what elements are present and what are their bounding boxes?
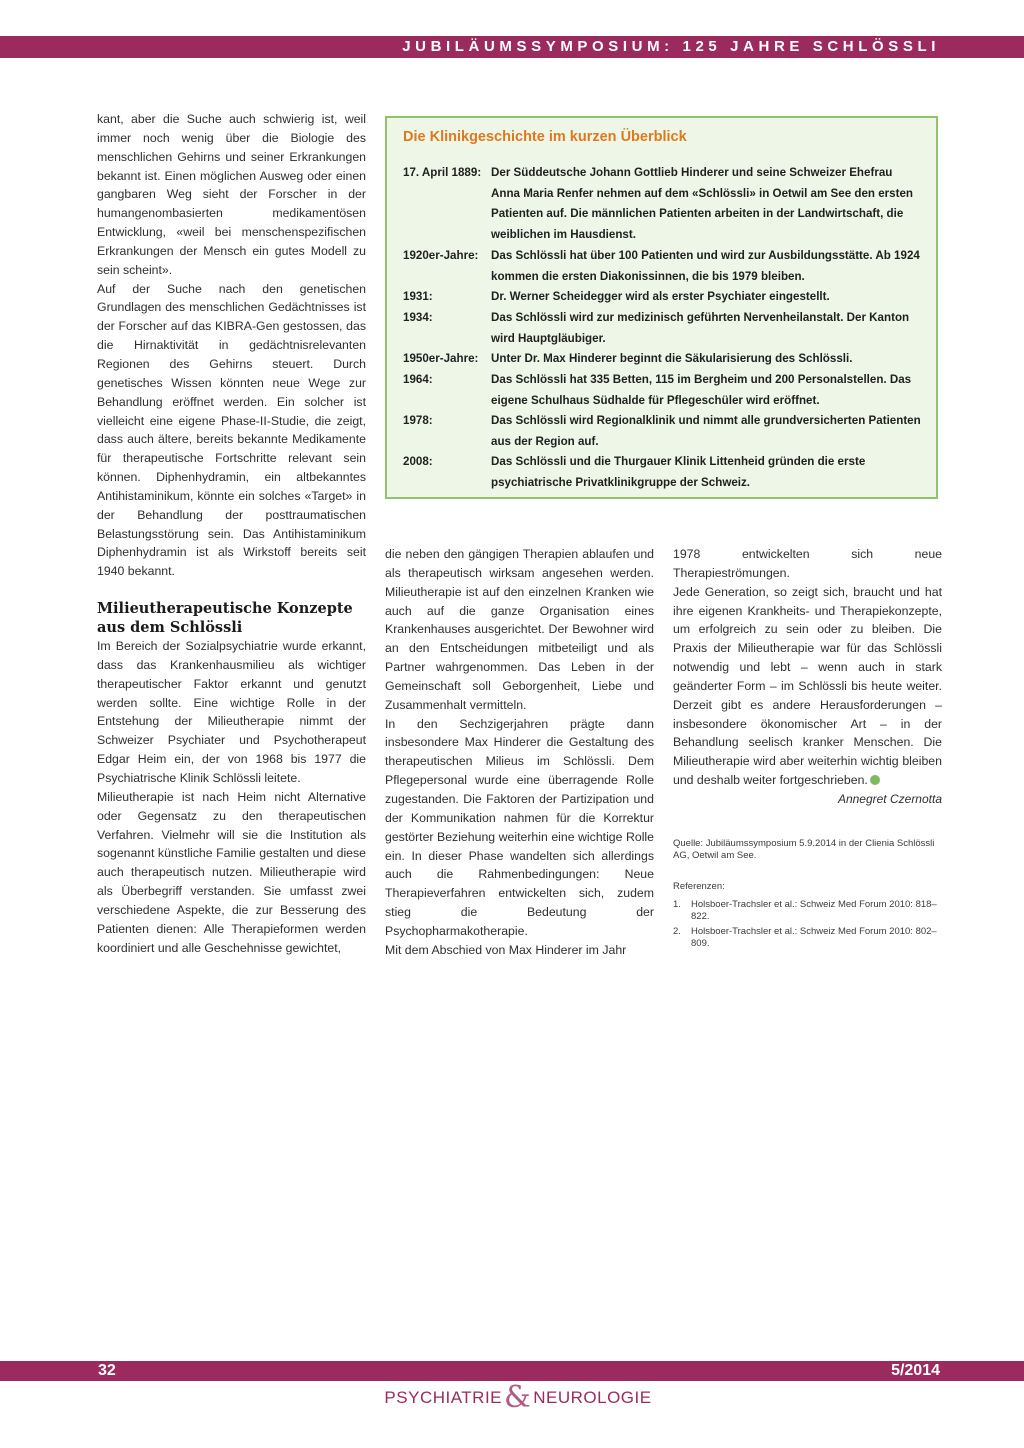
column-3 — [673, 545, 942, 809]
issue-number: 5/2014 — [891, 1362, 940, 1379]
timeline-date: 1950er-Jahre: — [403, 352, 479, 365]
timeline-entry — [403, 452, 923, 493]
reference-number: 1. — [673, 899, 681, 910]
paragraph: die neben den gängigen Therapien ablaufen und als therapeutisch wirksam angesehen werden. Milieutherapie ist auf den einzelnen Kranken wie auch auf die ganze Organisation eines Krankenhauses ausgerichtet. Der Bewohner wird an den Entscheidungen mitbeteiligt und als Partner wahrgenommen. Das Leben in der Gemeinschaft soll Geborgenheit, Liebe und Zusammenhalt vermitteln. — [385, 547, 654, 712]
paragraph: 1978 entwickelten sich neue Therapieströmungen. — [673, 547, 942, 580]
end-of-article-dot-icon — [870, 775, 880, 785]
paragraph: kant, aber die Suche auch schwierig ist, weil immer noch wenig über die Biologie des menschlichen Gehirns und seiner Erkrankungen bekannt ist. Einen möglichen Ausweg oder einen gangbaren Weg sieht der Forscher in der humangenombasierten medikamentösen Entwicklung, «weil bei menschenspezifischen Erkrankungen der Mensch ein gutes Modell zu sein scheint». — [97, 112, 366, 277]
journal-logo — [384, 1378, 652, 1418]
timeline-date: 17. April 1889: — [403, 166, 482, 179]
section-heading: Milieutherapeutische Konzepte aus dem Schlössli — [97, 600, 353, 637]
timeline-entry — [403, 411, 923, 452]
timeline-date: 1934: — [403, 311, 433, 324]
timeline-entry — [403, 246, 923, 287]
header-bar — [0, 36, 1024, 58]
paragraph: Mit dem Abschied von Max Hinderer im Jahr — [385, 942, 627, 957]
timeline-entry — [403, 308, 923, 349]
timeline-text: Das Schlössli wird Regionalklinik und nimmt alle grundversicherten Patienten aus der Region auf. — [491, 414, 921, 448]
timeline-entry — [403, 287, 923, 308]
timeline-text: Das Schlössli hat über 100 Patienten und wird zur Ausbildungsstätte. Ab 1924 kommen die ersten Diakonissinnen, die bis 1979 bleiben. — [491, 249, 920, 283]
journal-name-left: PSYCHIATRIE — [384, 1388, 503, 1407]
timeline-text: Der Süddeutsche Johann Gottlieb Hinderer und seine Schweizer Ehefrau Anna Maria Renfer nehmen auf dem «Schlössli» in Oetwil am See den ersten Patienten auf. Die männlichen Patienten arbeiten in der Landwirtschaft, die weiblichen im Hausdienst. — [491, 166, 914, 242]
reference-item — [673, 899, 942, 922]
ampersand-icon: & — [504, 1380, 532, 1415]
reference-item — [673, 926, 942, 949]
source-note: Quelle: Jubiläumssymposium 5.9.2014 in der Clienia Schlössli AG, Oetwil am See. — [673, 838, 935, 861]
paragraph-text: Jede Generation, so zeigt sich, braucht und hat ihre eigenen Krankheits- und Therapiekonzepte, um erfolgreich zu sein oder zu bleiben. Die Praxis der Milieutherapie war für das Schlössli notwendig und lebt – wenn auch in stark geänderter Form – im Schlössli bis heute weiter. Derzeit gibt es andere Herausforderungen – insbesondere ökonomischer Art – in der Behandlung seelisch kranker Menschen. Die Milieutherapie wird aber weiterhin wichtig bleiben und deshalb weiter fortgeschrieben. — [673, 584, 942, 788]
timeline-text: Das Schlössli hat 335 Betten, 115 im Bergheim und 200 Personalstellen. Das eigene Schulhaus Südhalde für Pflegeschüler wird eröffnet. — [491, 373, 912, 407]
timeline-text: Unter Dr. Max Hinderer beginnt die Säkularisierung des Schlössli. — [491, 352, 853, 365]
clinic-history-box — [385, 116, 938, 499]
paragraph: Milieutherapie ist nach Heim nicht Alternative oder Gegensatz zu den therapeutischen Verfahren. Vielmehr will sie die Institution als sogenannt künstliche Familie gestalten und diese auch therapeutisch nutzen. Milieutherapie wird als Überbegriff verstanden. Sie umfasst zwei verschiedene Aspekte, die zur Besserung des Patienten dienen: Alle Therapieformen werden koordiniert und alle Geschehnisse gewichtet, — [97, 789, 366, 955]
timeline-date: 2008: — [403, 455, 433, 468]
paragraph: In den Sechzigerjahren prägte dann insbesondere Max Hinderer die Gestaltung des therapeutischen Milieus im Schlössli. Dem Pflegepersonal wurde eine überragende Rolle zugestanden. Die Faktoren der Partizipation und der Kommunikation nahmen für die Korrektur gestörter Beziehung weiterhin eine wichtige Rolle ein. In dieser Phase wandelten sich allerdings auch die Rahmenbedingungen: Neue Therapieverfahren entwickelten sich, zudem stieg die Bedeutung der Psychopharmakotherapie. — [385, 716, 654, 938]
timeline-date: 1964: — [403, 373, 433, 386]
timeline-date: 1920er-Jahre: — [403, 249, 479, 262]
running-header-title: JUBILÄUMSSYMPOSIUM: 125 JAHRE SCHLÖSSLI — [402, 38, 940, 55]
paragraph: Auf der Suche nach den genetischen Grundlagen des menschlichen Gedächtnisses ist der Forscher auf das KIBRA-Gen gestossen, das die Hirnaktivität in gedächtnisrelevanten Regionen des Gehirns steuert. Durch genetisches Wissen könnten neue Wege zur Behandlung eröffnet werden. Ein solcher ist vielleicht eine eigene Phase-II-Studie, die zeigt, dass auch ältere, bereits bekannte Medikamente für therapeutische Fortschritte relevant sein können. Diphenhydramin, ein altbekanntes Antihistaminikum, könnte ein solches «Target» in der Behandlung der posttraumatischen Belastungsstörung sein. Das Antihistaminikum Diphenhydramin ist als Wirkstoff bereits seit 1940 bekannt. — [97, 281, 366, 579]
column-1 — [97, 110, 366, 957]
journal-name-right: NEUROLOGIE — [533, 1388, 652, 1407]
reference-text: Holsboer-Trachsler et al.: Schweiz Med Forum 2010: 818–822. — [691, 899, 937, 922]
paragraph: Im Bereich der Sozialpsychiatrie wurde erkannt, dass das Krankenhausmilieu als wichtiger therapeutischer Faktor erkannt und genutzt werden sollte. Eine wichtige Rolle in der Entstehung der Milieutherapie nimmt der Schweizer Psychiater und Psychotherapeut Edgar Heim ein, der von 1968 bis 1977 die Psychiatrische Klinik Schlössli leitete. — [97, 639, 366, 785]
reference-number: 2. — [673, 926, 681, 937]
timeline-date: 1978: — [403, 414, 433, 427]
timeline-text: Dr. Werner Scheidegger wird als erster Psychiater eingestellt. — [491, 290, 830, 303]
page-number: 32 — [98, 1362, 116, 1379]
timeline-entry — [403, 349, 923, 370]
timeline-date: 1931: — [403, 290, 433, 303]
column-2 — [385, 545, 654, 960]
paragraph — [673, 583, 942, 790]
author-name: Annegret Czernotta — [837, 791, 942, 806]
timeline-text: Das Schlössli und die Thurgauer Klinik Littenheid gründen die erste psychiatrische Privatklinikgruppe der Schweiz. — [491, 455, 866, 489]
timeline-entry — [403, 370, 923, 411]
references-heading: Referenzen: — [673, 881, 725, 892]
reference-text: Holsboer-Trachsler et al.: Schweiz Med Forum 2010: 802–809. — [691, 926, 937, 949]
timeline-title: Die Klinikgeschichte im kurzen Überblick — [403, 129, 687, 145]
timeline-text: Das Schlössli wird zur medizinisch geführten Nervenheilanstalt. Der Kanton wird Hauptgläubiger. — [491, 311, 910, 345]
timeline-entry — [403, 163, 923, 246]
